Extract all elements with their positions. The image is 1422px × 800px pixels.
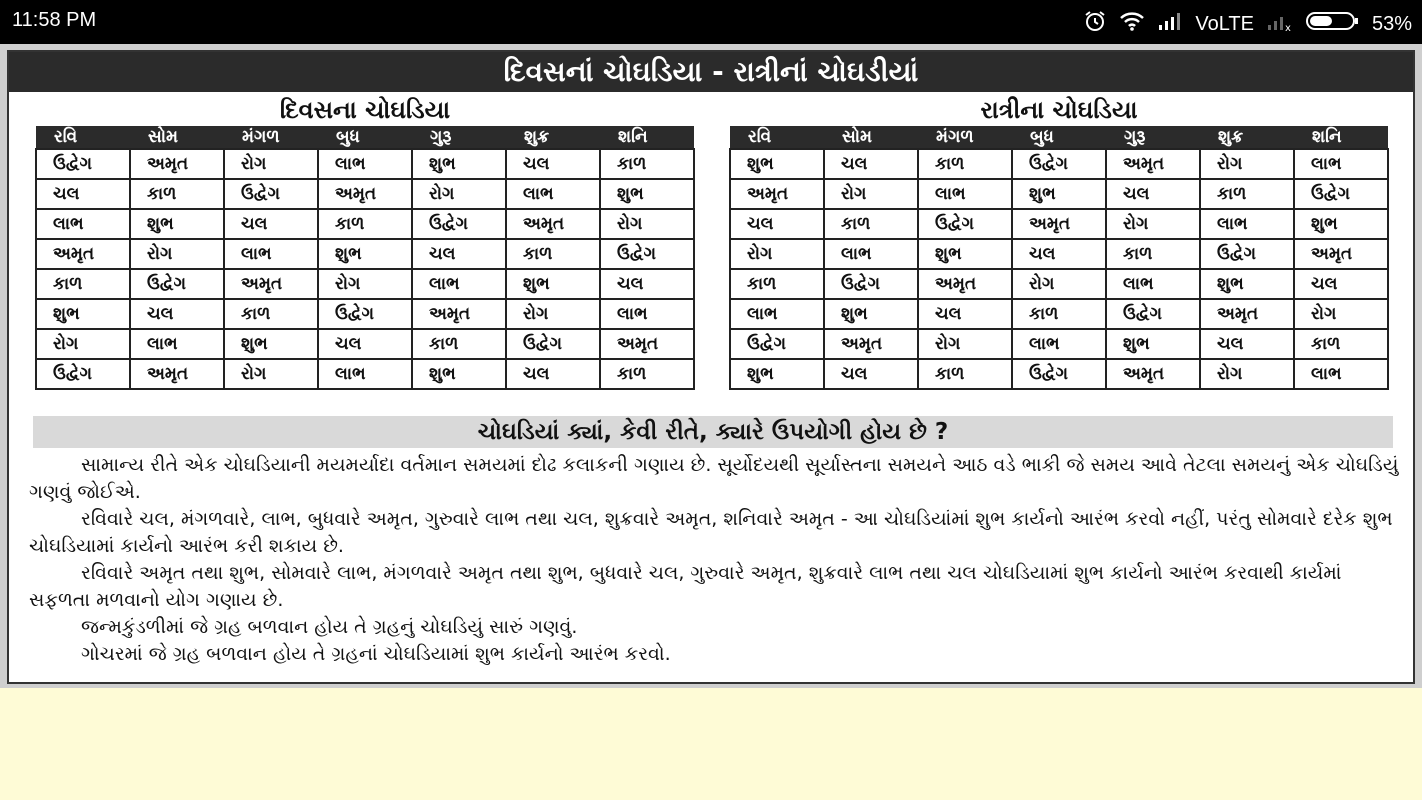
table-cell: કાળ: [600, 149, 694, 179]
table-cell: રોગ: [506, 299, 600, 329]
table-cell: રોગ: [318, 269, 412, 299]
day-column-header: મંગળ: [224, 126, 318, 149]
paragraph-text: રવિવારે ચલ, મંગળવારે, લાભ, બુધવારે અમૃત, ગુરુવારે લાભ તથા ચલ, શુક્રવારે અમૃત, શનિવારે અમૃત - આ ચોઘડિયાંમાં શુભ કાર્યનો આરંભ કરવો નહીં, પરંતુ સોમવારે દરેક શુભ ચોઘડિયામાં કાર્યનો આરંભ કરી શકાય છે.: [29, 508, 1393, 557]
table-cell: શુભ: [600, 179, 694, 209]
table-cell: ઉદ્વેગ: [824, 269, 918, 299]
day-column-header: રવિ: [36, 126, 130, 149]
table-cell: અમૃત: [506, 209, 600, 239]
table-cell: શુભ: [1200, 269, 1294, 299]
battery-percent: 53%: [1371, 12, 1412, 35]
table-cell: લાભ: [1294, 149, 1388, 179]
page-banner: દિવસનાં ચોઘડિયા - રાત્રીનાં ચોઘડીયાં: [9, 52, 1413, 92]
wifi-icon: [1119, 10, 1145, 38]
table-cell: અમૃત: [1106, 149, 1200, 179]
paragraph-2: [29, 506, 1401, 560]
table-cell: શુભ: [1106, 329, 1200, 359]
table-cell: અમૃત: [130, 149, 224, 179]
paragraph-4: [29, 614, 1401, 641]
table-row: [730, 209, 1388, 239]
table-cell: રોગ: [1012, 269, 1106, 299]
table-cell: ઉદ્વેગ: [506, 329, 600, 359]
table-cell: ઉદ્વેગ: [1106, 299, 1200, 329]
alarm-icon: [1083, 9, 1107, 39]
table-cell: રોગ: [824, 179, 918, 209]
paragraph-3: [29, 560, 1401, 614]
table-cell: ચલ: [412, 239, 506, 269]
table-cell: ચલ: [824, 149, 918, 179]
table-cell: રોગ: [1106, 209, 1200, 239]
table-cell: લાભ: [318, 359, 412, 389]
table-cell: શુભ: [36, 299, 130, 329]
table-cell: શુભ: [412, 149, 506, 179]
day-column-header: ગુરૂ: [412, 126, 506, 149]
table-cell: અમૃત: [1294, 239, 1388, 269]
paragraph-text: ગોચરમાં જે ગ્રહ બળવાન હોય તે ગ્રહનાં ચોઘડિયામાં શુભ કાર્યનો આરંભ કરવો.: [81, 643, 671, 665]
table-cell: કાળ: [730, 269, 824, 299]
table-cell: લાભ: [130, 329, 224, 359]
table-cell: અમૃત: [224, 269, 318, 299]
table-cell: ચલ: [1294, 269, 1388, 299]
day-column-header: શનિ: [600, 126, 694, 149]
paragraph-1: [29, 452, 1401, 506]
day-column-header: શુક્ર: [506, 126, 600, 149]
day-column-header: રવિ: [730, 126, 824, 149]
table-cell: અમૃત: [412, 299, 506, 329]
table-cell: કાળ: [36, 269, 130, 299]
table-cell: લાભ: [318, 149, 412, 179]
table-cell: શુભ: [224, 329, 318, 359]
table-row: [36, 359, 694, 389]
table-cell: રોગ: [412, 179, 506, 209]
table-cell: ઉદ્વેગ: [1012, 359, 1106, 389]
table-cell: શુભ: [130, 209, 224, 239]
table-cell: ચલ: [1200, 329, 1294, 359]
night-table-title: રાત્રીના ચોઘડિયા: [980, 96, 1138, 124]
table-cell: ચલ: [36, 179, 130, 209]
table-cell: અમૃત: [36, 239, 130, 269]
table-cell: ચલ: [318, 329, 412, 359]
table-row: [36, 209, 694, 239]
table-cell: લાભ: [1106, 269, 1200, 299]
table-cell: અમૃત: [1012, 209, 1106, 239]
battery-icon: [1306, 10, 1360, 38]
table-cell: લાભ: [918, 179, 1012, 209]
table-cell: કાળ: [130, 179, 224, 209]
table-cell: કાળ: [1106, 239, 1200, 269]
table-cell: ઉદ્વેગ: [318, 299, 412, 329]
table-row: [730, 329, 1388, 359]
table-cell: લાભ: [412, 269, 506, 299]
table-cell: રોગ: [600, 209, 694, 239]
table-cell: રોગ: [1200, 359, 1294, 389]
table-cell: ઉદ્વેગ: [1012, 149, 1106, 179]
table-cell: ચલ: [506, 359, 600, 389]
table-cell: કાળ: [224, 299, 318, 329]
table-row: [730, 269, 1388, 299]
table-cell: રોગ: [130, 239, 224, 269]
signal-icon: [1157, 10, 1183, 38]
table-cell: રોગ: [918, 329, 1012, 359]
table-row: [730, 239, 1388, 269]
table-cell: અમૃત: [318, 179, 412, 209]
table-row: [36, 179, 694, 209]
table-cell: શુભ: [730, 149, 824, 179]
table-cell: ચલ: [600, 269, 694, 299]
paragraph-text: જન્મકુંડળીમાં જે ગ્રહ બળવાન હોય તે ગ્રહનું ચોઘડિયું સારું ગણવું.: [81, 616, 578, 638]
table-cell: અમૃત: [730, 179, 824, 209]
table-cell: ઉદ્વેગ: [412, 209, 506, 239]
table-cell: રોગ: [1294, 299, 1388, 329]
signal-x-icon: [1266, 10, 1294, 38]
table-cell: કાળ: [918, 359, 1012, 389]
table-cell: ચલ: [730, 209, 824, 239]
table-row: [730, 179, 1388, 209]
day-column-header: સોમ: [824, 126, 918, 149]
table-cell: કાળ: [1200, 179, 1294, 209]
table-cell: અમૃત: [824, 329, 918, 359]
day-choghadiya-table: [35, 126, 695, 390]
table-cell: ઉદ્વેગ: [130, 269, 224, 299]
table-cell: રોગ: [730, 239, 824, 269]
table-cell: લાભ: [824, 239, 918, 269]
network-type: VoLTE: [1195, 12, 1254, 35]
table-cell: ઉદ્વેગ: [36, 149, 130, 179]
table-cell: ઉદ્વેગ: [918, 209, 1012, 239]
day-column-header: બુધ: [318, 126, 412, 149]
table-cell: કાળ: [918, 149, 1012, 179]
svg-text:x: x: [1284, 23, 1291, 32]
table-cell: રોગ: [1200, 149, 1294, 179]
table-cell: રોગ: [36, 329, 130, 359]
table-cell: શુભ: [1012, 179, 1106, 209]
table-cell: અમૃત: [918, 269, 1012, 299]
day-table-title: દિવસના ચોઘડિયા: [279, 96, 451, 124]
usage-section-heading: ચોઘડિયાં ક્યાં, કેવી રીતે, ક્યારે ઉપયોગી હોય છે ?: [33, 416, 1393, 448]
table-cell: અમૃત: [1106, 359, 1200, 389]
table-cell: લાભ: [1200, 209, 1294, 239]
table-cell: ઉદ્વેગ: [1200, 239, 1294, 269]
table-cell: કાળ: [318, 209, 412, 239]
table-cell: અમૃત: [600, 329, 694, 359]
table-row: [36, 149, 694, 179]
day-column-header: ગુરૂ: [1106, 126, 1200, 149]
status-bar: [0, 0, 1422, 44]
table-cell: લાભ: [36, 209, 130, 239]
table-cell: ઉદ્વેગ: [224, 179, 318, 209]
table-cell: ચલ: [1012, 239, 1106, 269]
status-icons: [1083, 9, 1412, 39]
table-cell: લાભ: [600, 299, 694, 329]
day-column-header: શુક્ર: [1200, 126, 1294, 149]
table-cell: શુભ: [730, 359, 824, 389]
table-cell: કાળ: [1294, 329, 1388, 359]
paragraph-text: સામાન્ય રીતે એક ચોઘડિયાની મયમર્યાદા વર્તમાન સમયમાં દોઢ કલાકની ગણાય છે. સૂર્યોદયથી સૂર્યાસ્તના સમયને આઠ વડે ભાકી જે સમય આવે તેટલા સમયનું એક ચોઘડિયું ગણવું જોઈએ.: [29, 454, 1399, 503]
table-header-row: [36, 126, 694, 149]
table-cell: ચલ: [224, 209, 318, 239]
table-cell: કાળ: [600, 359, 694, 389]
table-cell: કાળ: [1012, 299, 1106, 329]
table-cell: શુભ: [918, 239, 1012, 269]
table-cell: શુભ: [412, 359, 506, 389]
day-column-header: શનિ: [1294, 126, 1388, 149]
table-cell: કાળ: [824, 209, 918, 239]
table-cell: ચલ: [506, 149, 600, 179]
table-cell: ઉદ્વેગ: [730, 329, 824, 359]
table-cell: ચલ: [824, 359, 918, 389]
table-cell: લાભ: [224, 239, 318, 269]
table-cell: લાભ: [730, 299, 824, 329]
table-cell: ઉદ્વેગ: [1294, 179, 1388, 209]
table-cell: રોગ: [224, 149, 318, 179]
day-column-header: મંગળ: [918, 126, 1012, 149]
table-row: [36, 269, 694, 299]
table-cell: અમૃત: [130, 359, 224, 389]
paragraph-5: [29, 641, 1401, 668]
table-cell: ચલ: [918, 299, 1012, 329]
table-cell: ચલ: [1106, 179, 1200, 209]
table-cell: શુભ: [506, 269, 600, 299]
table-cell: શુભ: [318, 239, 412, 269]
table-cell: ઉદ્વેગ: [600, 239, 694, 269]
choghadiya-page: [7, 50, 1415, 684]
blank-area: [0, 688, 1422, 800]
table-row: [730, 299, 1388, 329]
table-row: [36, 299, 694, 329]
table-cell: શુભ: [824, 299, 918, 329]
table-cell: લાભ: [1012, 329, 1106, 359]
table-cell: કાળ: [412, 329, 506, 359]
table-cell: ચલ: [130, 299, 224, 329]
table-cell: લાભ: [1294, 359, 1388, 389]
night-choghadiya-table: [729, 126, 1389, 390]
table-cell: કાળ: [506, 239, 600, 269]
day-column-header: બુધ: [1012, 126, 1106, 149]
table-cell: લાભ: [506, 179, 600, 209]
table-row: [730, 359, 1388, 389]
table-row: [730, 149, 1388, 179]
table-cell: અમૃત: [1200, 299, 1294, 329]
table-header-row: [730, 126, 1388, 149]
table-row: [36, 329, 694, 359]
table-cell: ઉદ્વેગ: [36, 359, 130, 389]
paragraph-text: રવિવારે અમૃત તથા શુભ, સોમવારે લાભ, મંગળવારે અમૃત તથા શુભ, બુધવારે ચલ, ગુરુવારે અમૃત, શુક્રવારે લાભ તથા ચલ ચોઘડિયામાં શુભ કાર્યનો આરંભ કરવાથી કાર્યમાં સફળતા મળવાનો યોગ ગણાય છે.: [29, 562, 1342, 611]
document-viewer[interactable]: [0, 44, 1422, 688]
status-time: 11:58 PM: [12, 9, 97, 31]
table-row: [36, 239, 694, 269]
table-cell: રોગ: [224, 359, 318, 389]
day-column-header: સોમ: [130, 126, 224, 149]
table-cell: શુભ: [1294, 209, 1388, 239]
